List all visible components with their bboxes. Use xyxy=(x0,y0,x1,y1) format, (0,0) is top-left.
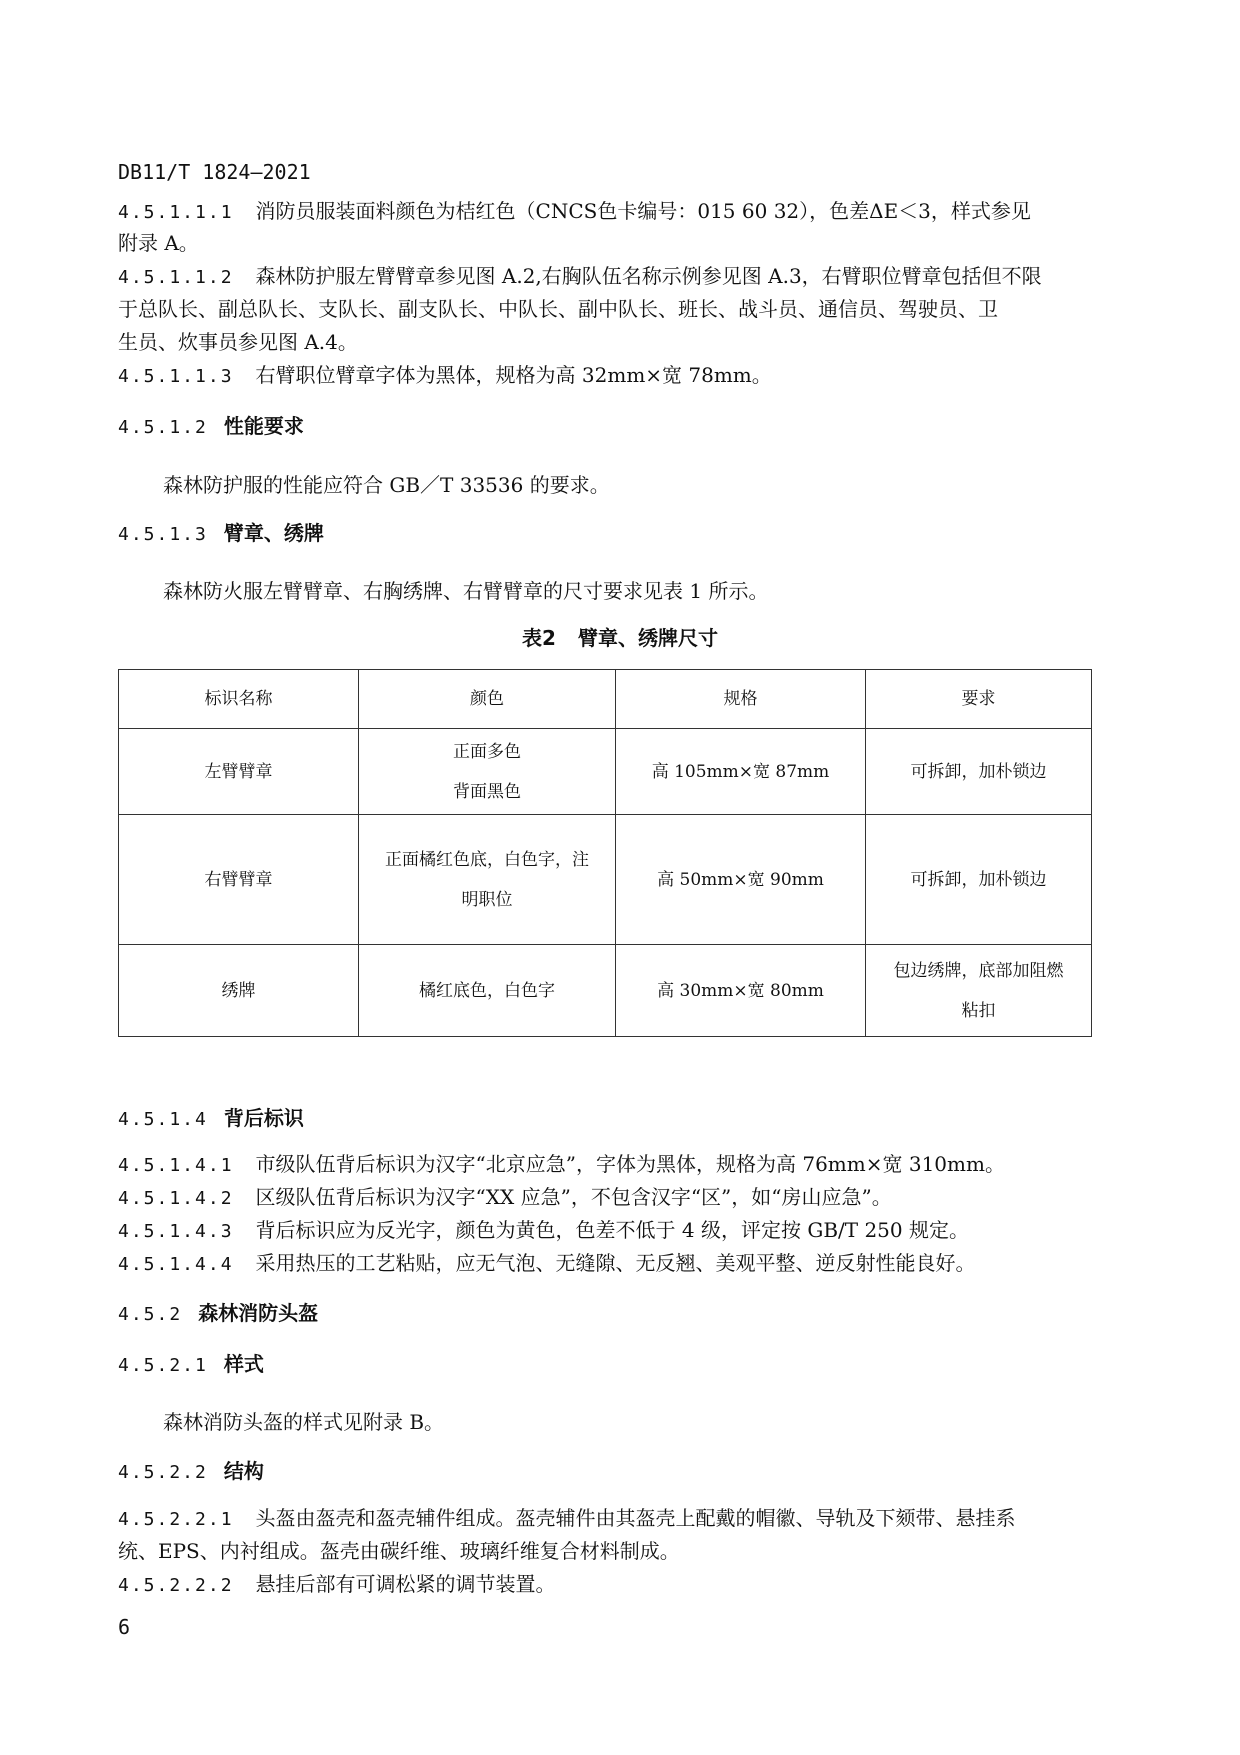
clause-number: 4.5.1.4.3 xyxy=(118,1221,234,1242)
header-cell-requirement: 要求 xyxy=(866,670,1092,729)
table-caption xyxy=(0,622,1240,651)
cell-color-line-1: 正面多色 xyxy=(453,741,521,762)
paragraph-badges: 森林防火服左臂臂章、右胸绣牌、右臂臂章的尺寸要求见表 1 所示。 xyxy=(163,579,769,603)
clause-4-5-1-1-2-line-1 xyxy=(118,261,1118,293)
cell-requirement-line-1: 可拆卸，加朴锁边 xyxy=(910,761,1047,782)
clause-text: 悬挂后部有可调松紧的调节装置。 xyxy=(255,1572,556,1596)
table-caption-number: 表2 xyxy=(522,626,556,650)
clause-4-5-1-1-2-line-2: 于总队长、副总队长、支队长、副支队长、中队长、副中队长、班长、战斗员、通信员、驾驶员、卫 xyxy=(118,297,998,321)
clause-text: 右臂职位臂章字体为黑体，规格为高 32mm×宽 78mm。 xyxy=(255,363,772,387)
cell-requirement xyxy=(866,729,1092,815)
table-row xyxy=(119,815,1092,945)
heading-number: 4.5.1.2 xyxy=(118,417,208,438)
cell-name: 左臂臂章 xyxy=(119,729,359,815)
clause-text: 头盔由盔壳和盔壳辅件组成。盔壳辅件由其盔壳上配戴的帽徽、导轨及下颏带、悬挂系 xyxy=(255,1506,1016,1530)
page-number: 6 xyxy=(118,1615,131,1639)
cell-requirement xyxy=(866,815,1092,945)
heading-title: 森林消防头盔 xyxy=(198,1301,319,1325)
heading-4-5-2-1 xyxy=(118,1349,264,1381)
clause-number: 4.5.1.4.1 xyxy=(118,1155,234,1176)
cell-color xyxy=(359,815,616,945)
cell-color-line-1: 橘红底色，白色字 xyxy=(419,980,555,1001)
cell-color-line-2: 明职位 xyxy=(461,889,513,910)
clause-4-5-1-4-1 xyxy=(118,1149,1118,1181)
clause-number: 4.5.1.4.2 xyxy=(118,1188,234,1209)
clause-4-5-1-1-2-line-3: 生员、炊事员参见图 A.4。 xyxy=(118,330,358,354)
clause-4-5-1-4-3 xyxy=(118,1215,1118,1247)
cell-requirement-line-1: 可拆卸，加朴锁边 xyxy=(910,869,1047,890)
cell-spec: 高 105mm×宽 87mm xyxy=(616,729,866,815)
cell-color-line-2: 背面黑色 xyxy=(453,781,521,802)
cell-requirement xyxy=(866,945,1092,1037)
heading-4-5-1-2 xyxy=(118,411,304,443)
clause-4-5-1-1-1-line-1 xyxy=(118,196,1118,228)
heading-number: 4.5.2.2 xyxy=(118,1462,208,1483)
cell-color-line-1: 正面橘红色底，白色字，注 xyxy=(385,849,589,870)
heading-4-5-1-4 xyxy=(118,1103,304,1135)
clause-number: 4.5.1.1.3 xyxy=(118,366,234,387)
clause-number: 4.5.1.1.1 xyxy=(118,202,234,223)
clause-number: 4.5.2.2.2 xyxy=(118,1575,234,1596)
paragraph-helmet-style: 森林消防头盔的样式见附录 B。 xyxy=(163,1410,445,1434)
clause-text: 森林防护服左臂臂章参见图 A.2,右胸队伍名称示例参见图 A.3，右臂职位臂章包括但不限 xyxy=(255,264,1042,288)
cell-color xyxy=(359,945,616,1037)
clause-number: 4.5.1.1.2 xyxy=(118,267,234,288)
clause-4-5-2-2-2 xyxy=(118,1569,1118,1601)
clause-number: 4.5.2.2.1 xyxy=(118,1509,234,1530)
header-cell-spec: 规格 xyxy=(616,670,866,729)
cell-spec: 高 30mm×宽 80mm xyxy=(616,945,866,1037)
heading-4-5-1-3 xyxy=(118,518,324,550)
heading-title: 背后标识 xyxy=(223,1106,304,1130)
clause-4-5-2-2-1-line-2: 统、EPS、内衬组成。盔壳由碳纤维、玻璃纤维复合材料制成。 xyxy=(118,1539,680,1563)
cell-spec: 高 50mm×宽 90mm xyxy=(616,815,866,945)
clause-number: 4.5.1.4.4 xyxy=(118,1254,234,1275)
heading-title: 样式 xyxy=(223,1352,264,1376)
header-cell-name: 标识名称 xyxy=(119,670,359,729)
clause-text: 采用热压的工艺粘贴，应无气泡、无缝隙、无反翘、美观平整、逆反射性能良好。 xyxy=(255,1251,976,1275)
clause-4-5-1-1-3 xyxy=(118,360,1118,392)
heading-number: 4.5.1.3 xyxy=(118,524,208,545)
clause-text: 背后标识应为反光字，颜色为黄色，色差不低于 4 级，评定按 GB/T 250 规定。 xyxy=(255,1218,969,1242)
clause-4-5-1-4-2 xyxy=(118,1182,1118,1214)
paragraph-performance: 森林防护服的性能应符合 GB／T 33536 的要求。 xyxy=(163,473,610,497)
clause-4-5-1-4-4 xyxy=(118,1248,1118,1280)
cell-requirement-line-2: 粘扣 xyxy=(961,1000,996,1021)
document-code: DB11/T 1824—2021 xyxy=(118,160,311,184)
heading-number: 4.5.1.4 xyxy=(118,1109,208,1130)
cell-requirement-line-1: 包边绣牌，底部加阻燃 xyxy=(893,960,1064,981)
cell-name: 右臂臂章 xyxy=(119,815,359,945)
heading-title: 结构 xyxy=(223,1459,264,1483)
cell-name: 绣牌 xyxy=(119,945,359,1037)
table-row xyxy=(119,729,1092,815)
table-row xyxy=(119,945,1092,1037)
clause-text: 消防员服装面料颜色为桔红色（CNCS色卡编号：015 60 32），色差ΔE＜3，样式参见 xyxy=(255,199,1031,223)
heading-number: 4.5.2.1 xyxy=(118,1355,208,1376)
clause-text: 市级队伍背后标识为汉字“北京应急”，字体为黑体，规格为高 76mm×宽 310mm。 xyxy=(255,1152,1005,1176)
clause-4-5-1-1-1-line-2: 附录 A。 xyxy=(118,231,199,255)
heading-title: 性能要求 xyxy=(223,414,304,438)
heading-4-5-2 xyxy=(118,1298,318,1330)
clause-4-5-2-2-1-line-1 xyxy=(118,1503,1118,1535)
cell-color xyxy=(359,729,616,815)
table-header-row xyxy=(119,670,1092,729)
clause-text: 区级队伍背后标识为汉字“XX 应急”，不包含汉字“区”，如“房山应急”。 xyxy=(255,1185,892,1209)
table-caption-title: 臂章、绣牌尺寸 xyxy=(577,626,718,650)
badge-size-table xyxy=(118,669,1092,1037)
heading-number: 4.5.2 xyxy=(118,1304,183,1325)
heading-4-5-2-2 xyxy=(118,1456,264,1488)
heading-title: 臂章、绣牌 xyxy=(223,521,324,545)
header-cell-color: 颜色 xyxy=(359,670,616,729)
